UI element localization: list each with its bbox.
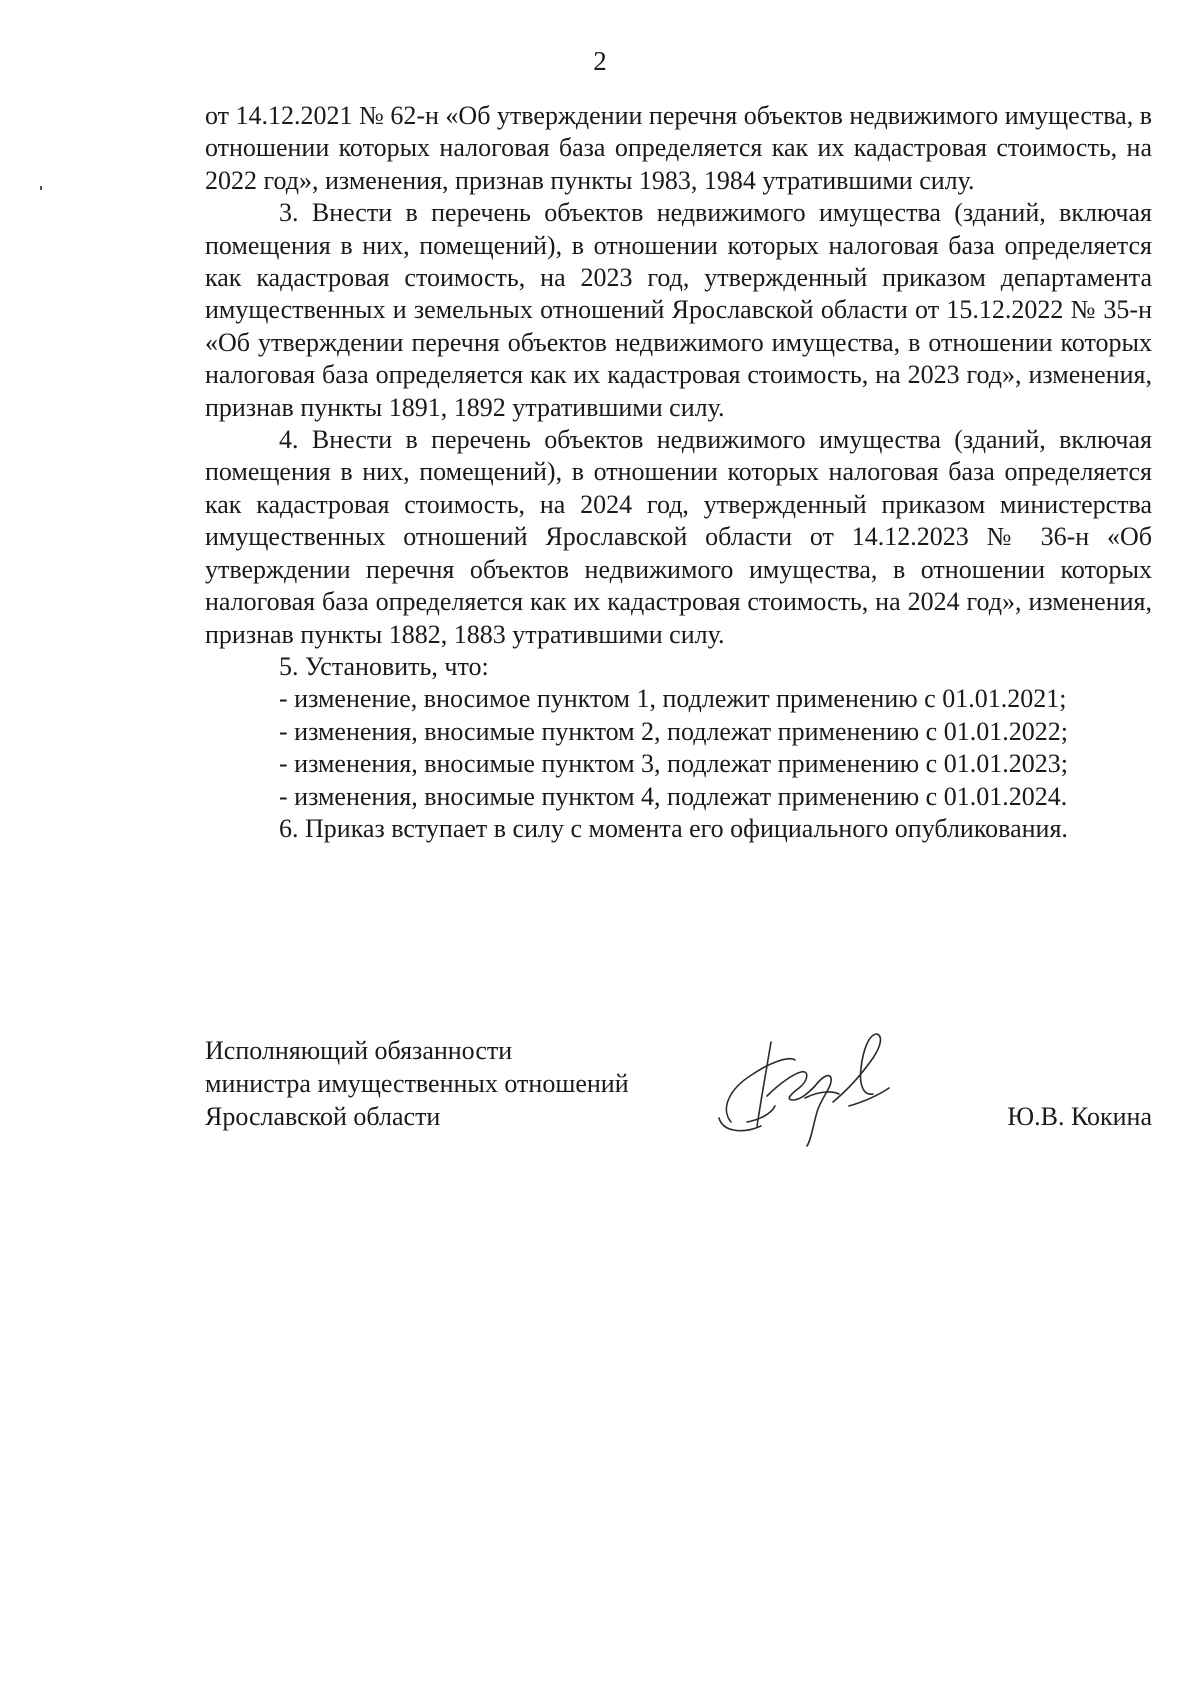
handwritten-signature [713,1022,913,1157]
signatory-name: Ю.В. Кокина [1007,1102,1152,1131]
list-item: - изменения, вносимые пунктом 3, подлежат применению с 01.01.2023; [279,749,1068,779]
page-number: 2 [593,46,607,76]
list-item: - изменения, вносимые пунктом 4, подлежат применению с 01.01.2024. [279,781,1068,811]
signature-block [205,1034,1152,1174]
paragraph-item-6: 6. Приказ вступает в силу с момента его официального опубликования. [279,813,1068,843]
document-body [205,100,1152,845]
paragraph-item-4: 4. Внести в перечень объектов недвижимого имущества (зданий, включая помещения в них, помещений), в отношении которых налоговая база определяется как кадастровая стоимость, на 2024 год, утвержденный приказом министерства имущественных отношений Ярославской области от 14.12.2023 № 36-н «Об утверждении перечня объектов недвижимого имущества, в отношении которых налоговая база определяется как их кадастровая стоимость, на 2024 год», изменения, признав пункты 1882, 1883 утратившими силу. [205,425,1152,649]
scan-speck [40,186,42,190]
signatory-title [205,1034,629,1133]
paragraph-item-5: 5. Установить, что: [279,651,489,681]
paragraph-continuation: от 14.12.2021 № 62-н «Об утверждении перечня объектов недвижимого имущества, в отношении которых налоговая база определяется как их кадастровая стоимость, на 2022 год», изменения, признав пункты 1983, 1984 утратившими силу. [205,101,1152,195]
list-item: - изменения, вносимые пунктом 2, подлежат применению с 01.01.2022; [279,716,1068,746]
signatory-title-line: министра имущественных отношений [205,1069,629,1098]
paragraph-item-3: 3. Внести в перечень объектов недвижимого имущества (зданий, включая помещения в них, помещений), в отношении которых налоговая база определяется как кадастровая стоимость, на 2023 год, утвержденный приказом департамента имущественных и земельных отношений Ярославской области от 15.12.2022 № 35-н «Об утверждении перечня объектов недвижимого имущества, в отношении которых налоговая база определяется как их кадастровая стоимость, на 2023 год», изменения, признав пункты 1891, 1892 утратившими силу. [205,198,1152,422]
list-item: - изменение, вносимое пунктом 1, подлежит применению с 01.01.2021; [279,684,1067,714]
signatory-title-line: Ярославской области [205,1102,441,1131]
signatory-title-line: Исполняющий обязанности [205,1036,513,1065]
